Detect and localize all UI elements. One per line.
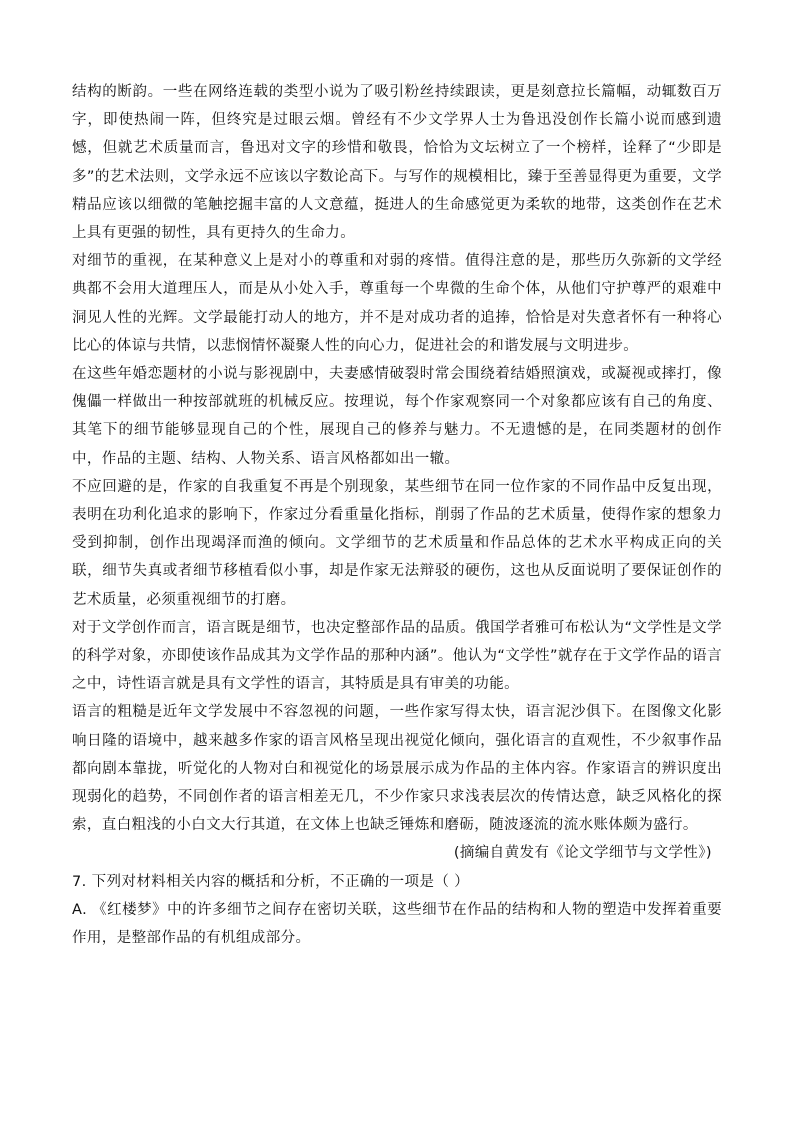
question-option-a: A. 《红楼梦》中的许多细节之间存在密切关联，这些细节在作品的结构和人物的塑造中发挥着重要作用，是整部作品的有机组成部分。	[72, 901, 722, 947]
article-source: (摘编自黄发有《论文学细节与文学性》)	[453, 845, 712, 862]
document-body	[72, 78, 722, 952]
question-stem: 7. 下列对材料相关内容的概括和分析，不正确的一项是（ ）	[72, 873, 470, 890]
article-paragraph-4: 不应回避的是，作家的自我重复不再是个别现象，某些细节在同一位作家的不同作品中反复出现，表明在功利化追求的影响下，作家过分看重量化指标，削弱了作品的艺术质量，使得作家的想象力受到抑制，创作出现竭泽而渔的倾向。文学细节的艺术质量和作品总体的艺术水平构成正向的关联，细节失真或者细节移植看似小事，却是作家无法辩驳的硬伤，这也从反面说明了要保证创作的艺术质量，必须重视细节的打磨。	[72, 478, 722, 608]
article-paragraph-2: 对细节的重视，在某种意义上是对小的尊重和对弱的疼惜。值得注意的是，那些历久弥新的文学经典都不会用大道理压人，而是从小处入手，尊重每一个卑微的生命个体，从他们守护尊严的艰难中洞见人性的光辉。文学最能打动人的地方，并不是对成功者的追捧，恰恰是对失意者怀有一种将心比心的体谅与共情，以悲悯情怀凝聚人性的向心力，促进社会的和谐发展与文明进步。	[72, 253, 722, 354]
article-paragraph-3: 在这些年婚恋题材的小说与影视剧中，夫妻感情破裂时常会围绕着结婚照演戏，或凝视或摔打，像傀儡一样做出一种按部就班的机械反应。按理说，每个作家观察同一个对象都应该有自己的角度、其笔下的细节能够显现自己的个性，展现自己的修养与魅力。不无遗憾的是，在同类题材的创作中，作品的主题、结构、人物关系、语言风格都如出一辙。	[72, 366, 722, 467]
article-paragraph-1: 结构的断韵。一些在网络连载的类型小说为了吸引粉丝持续跟读，更是刻意拉长篇幅，动辄数百万字，即使热闹一阵，但终究是过眼云烟。曾经有不少文学界人士为鲁迅没创作长篇小说而感到遗憾，但就艺术质量而言，鲁迅对文字的珍惜和敬畏，恰恰为文坛树立了一个榜样，诠释了“少即是多”的艺术法则，文学永远不应该以字数论高下。与写作的规模相比，臻于至善显得更为重要，文学精品应该以细微的笔触挖掘丰富的人文意蕴，挺进人的生命感觉更为柔软的地带，这类创作在艺术上具有更强的韧性，具有更持久的生命力。	[72, 84, 722, 242]
article-paragraph-6: 语言的粗糙是近年文学发展中不容忽视的问题，一些作家写得太快，语言泥沙俱下。在图像文化影响日隆的语境中，越来越多作家的语言风格呈现出视觉化倾向，强化语言的直观性，不少叙事作品都向剧本靠拢，听觉化的人物对白和视觉化的场景展示成为作品的主体内容。作家语言的辨识度出现弱化的趋势，不同创作者的语言相差无几，不少作家只求浅表层次的传情达意，缺乏风格化的探索，直白粗浅的小白文大行其道，在文体上也缺乏锤炼和磨砺，随波逐流的流水账体颇为盛行。	[72, 704, 722, 834]
article-paragraph-5: 对于文学创作而言，语言既是细节，也决定整部作品的品质。俄国学者雅可布松认为“文学性是文学的科学对象，亦即使该作品成其为文学作品的那种内涵”。他认为“文学性”就存在于文学作品的语言之中，诗性语言就是具有文学性的语言，其特质是具有审美的功能。	[72, 619, 722, 693]
